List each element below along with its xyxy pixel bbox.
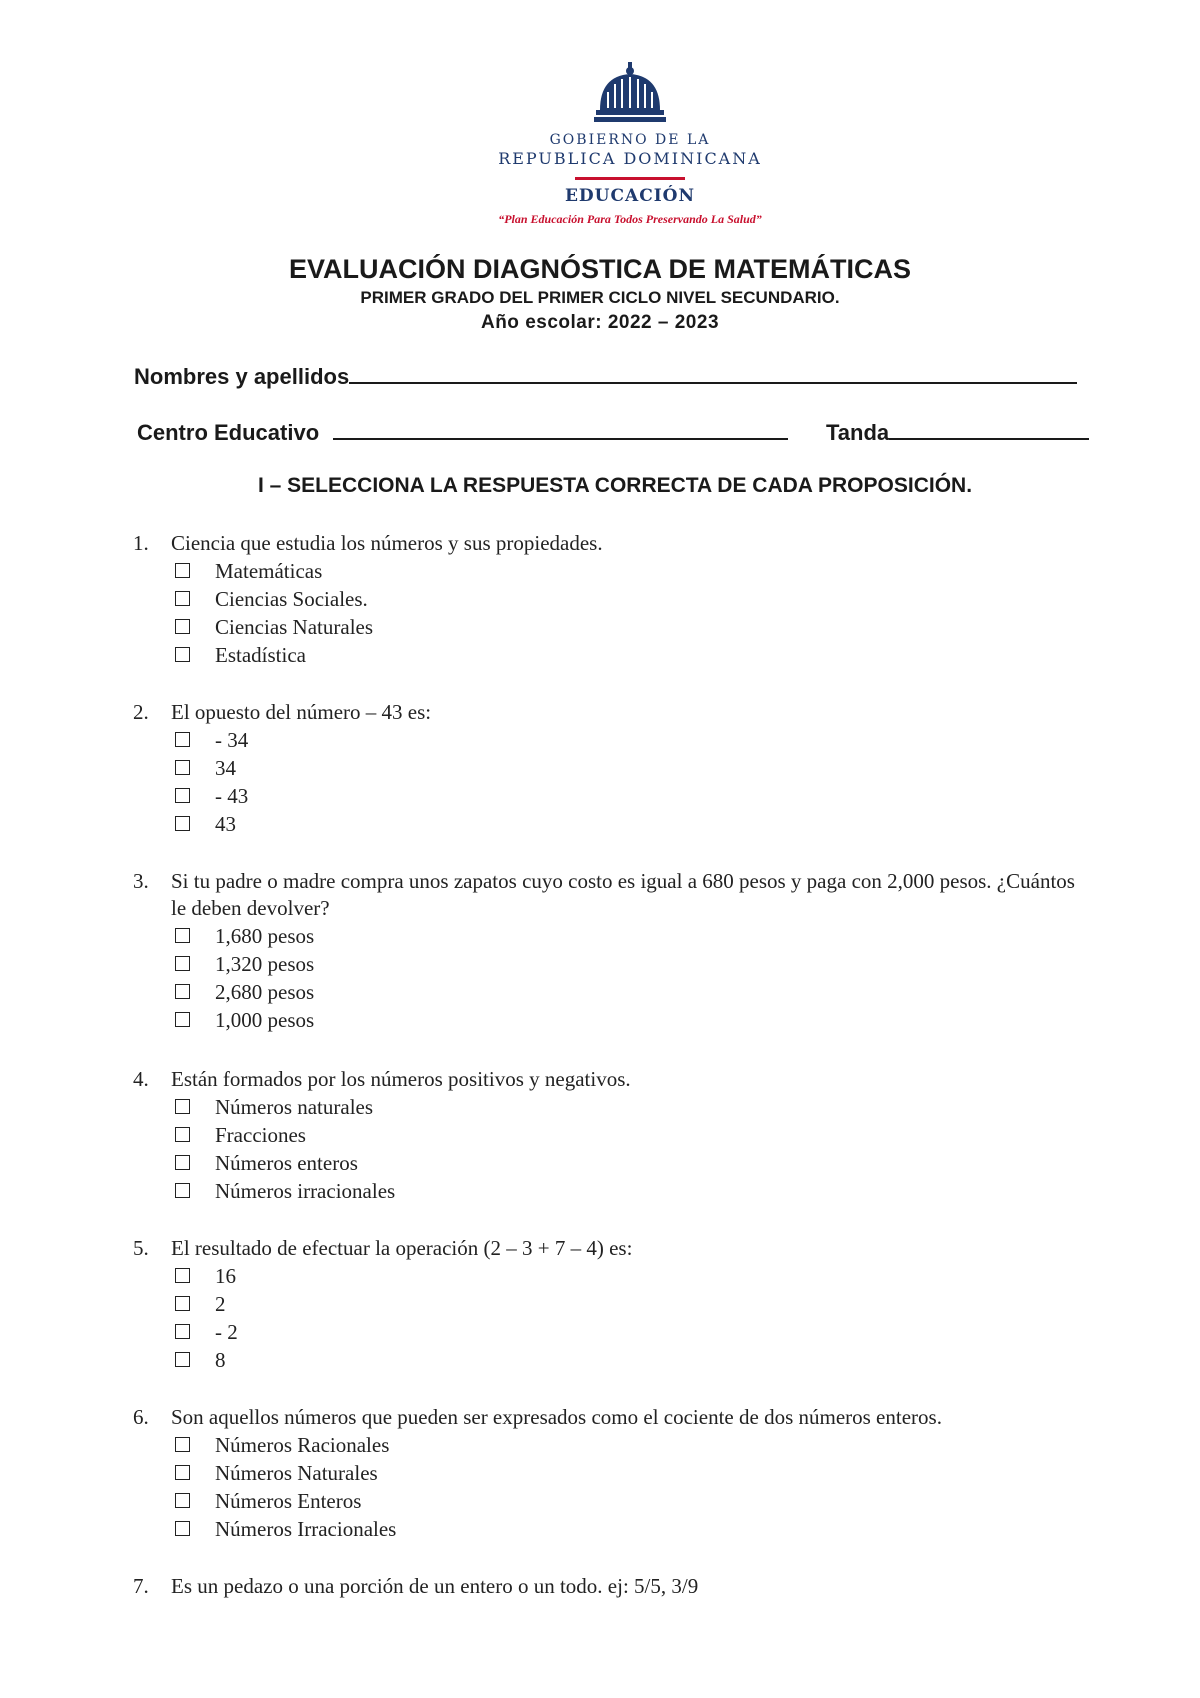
option[interactable] xyxy=(133,726,1093,754)
question-stem xyxy=(133,1573,1093,1600)
question-number: 1. xyxy=(133,531,149,555)
checkbox[interactable] xyxy=(175,591,190,606)
checkbox[interactable] xyxy=(175,1012,190,1027)
option-label: - 43 xyxy=(215,784,249,808)
exam-subtitle: PRIMER GRADO DEL PRIMER CICLO NIVEL SECUNDARIO. xyxy=(360,288,840,307)
option[interactable] xyxy=(133,1515,1093,1543)
option[interactable] xyxy=(133,1431,1093,1459)
question-1 xyxy=(133,530,1093,669)
option-label: Números naturales xyxy=(215,1095,374,1119)
checkbox[interactable] xyxy=(175,1521,190,1536)
school-field-label: Centro Educativo xyxy=(137,420,320,445)
option-label: 1,000 pesos xyxy=(215,1008,315,1032)
checkbox[interactable] xyxy=(175,984,190,999)
exam-title: EVALUACIÓN DIAGNÓSTICA DE MATEMÁTICAS xyxy=(289,254,911,284)
logo-divider xyxy=(575,177,685,180)
option[interactable] xyxy=(133,1318,1093,1346)
checkbox[interactable] xyxy=(175,1437,190,1452)
option[interactable] xyxy=(133,782,1093,810)
ministry-logo xyxy=(470,62,790,232)
school-year: Año escolar: 2022 – 2023 xyxy=(480,312,720,333)
option[interactable] xyxy=(133,613,1093,641)
name-field-label: Nombres y apellidos xyxy=(134,364,350,389)
question-number: 5. xyxy=(133,1236,149,1260)
option-label: Números Racionales xyxy=(215,1433,390,1457)
logo-educacion-text: EDUCACIÓN xyxy=(564,186,696,206)
question-text: Es un pedazo o una porción de un entero o un todo. ej: 5/5, 3/9 xyxy=(171,1574,699,1598)
tanda-field-line[interactable] xyxy=(889,418,1089,440)
question-6 xyxy=(133,1404,1093,1543)
question-text: El resultado de efectuar la operación (2 – 3 + 7 – 4) es: xyxy=(171,1236,633,1260)
option-label: 16 xyxy=(215,1264,236,1288)
question-stem xyxy=(133,1066,1093,1093)
question-2 xyxy=(133,699,1093,838)
checkbox[interactable] xyxy=(175,732,190,747)
option[interactable] xyxy=(133,1177,1093,1205)
option[interactable] xyxy=(133,641,1093,669)
option-label: Números enteros xyxy=(215,1151,358,1175)
question-stem xyxy=(133,1235,1093,1262)
question-5 xyxy=(133,1235,1093,1374)
question-text: El opuesto del número – 43 es: xyxy=(171,700,432,724)
option-label: 1,320 pesos xyxy=(215,952,315,976)
option[interactable] xyxy=(133,1093,1093,1121)
option-label: 1,680 pesos xyxy=(215,924,315,948)
option[interactable] xyxy=(133,585,1093,613)
option[interactable] xyxy=(133,1149,1093,1177)
checkbox[interactable] xyxy=(175,956,190,971)
question-number: 7. xyxy=(133,1574,149,1598)
option-label: Estadística xyxy=(215,643,306,667)
option-label: Matemáticas xyxy=(215,559,323,583)
option-label: Fracciones xyxy=(215,1123,306,1147)
option-label: 43 xyxy=(215,812,236,836)
checkbox[interactable] xyxy=(175,788,190,803)
option-label: Números Naturales xyxy=(215,1461,378,1485)
name-field-line[interactable] xyxy=(349,362,1077,384)
option[interactable] xyxy=(133,1487,1093,1515)
option[interactable] xyxy=(133,1006,1093,1034)
checkbox[interactable] xyxy=(175,1127,190,1142)
question-3 xyxy=(133,868,1093,1034)
option-label: 8 xyxy=(215,1348,226,1372)
checkbox[interactable] xyxy=(175,563,190,578)
checkbox[interactable] xyxy=(175,928,190,943)
name-field xyxy=(134,362,1077,390)
option[interactable] xyxy=(133,978,1093,1006)
tanda-field-label: Tanda xyxy=(826,420,890,445)
question-number: 2. xyxy=(133,700,149,724)
option-label: Números Irracionales xyxy=(215,1517,397,1541)
option[interactable] xyxy=(133,754,1093,782)
school-field-line[interactable] xyxy=(333,418,788,440)
question-4 xyxy=(133,1066,1093,1205)
question-number: 4. xyxy=(133,1067,149,1091)
checkbox[interactable] xyxy=(175,1493,190,1508)
checkbox[interactable] xyxy=(175,1268,190,1283)
question-text: Si tu padre o madre compra unos zapatos cuyo costo es igual a 680 pesos y paga con 2,000 pesos. ¿Cuántos le deben devolver? xyxy=(171,869,1075,920)
logo-motto: “Plan Educación Para Todos Preservando La Salud” xyxy=(498,212,762,226)
option[interactable] xyxy=(133,810,1093,838)
logo-republica-text: REPUBLICA DOMINICANA xyxy=(498,149,762,168)
option-label: Ciencias Sociales. xyxy=(215,587,368,611)
question-stem xyxy=(133,1404,1093,1431)
checkbox[interactable] xyxy=(175,1465,190,1480)
option-label: 2,680 pesos xyxy=(215,980,315,1004)
checkbox[interactable] xyxy=(175,816,190,831)
option-label: - 34 xyxy=(215,728,249,752)
option-label: 2 xyxy=(215,1292,226,1316)
option[interactable] xyxy=(133,1121,1093,1149)
option[interactable] xyxy=(133,557,1093,585)
option-label: 34 xyxy=(215,756,236,780)
logo-gobierno-text: GOBIERNO DE LA xyxy=(549,132,711,148)
option[interactable] xyxy=(133,1346,1093,1374)
checkbox[interactable] xyxy=(175,1324,190,1339)
question-stem xyxy=(133,530,1093,557)
checkbox[interactable] xyxy=(175,647,190,662)
checkbox[interactable] xyxy=(175,760,190,775)
question-stem xyxy=(133,699,1093,726)
school-field xyxy=(137,418,788,446)
question-number: 3. xyxy=(133,869,149,893)
option-label: - 2 xyxy=(215,1320,238,1344)
checkbox[interactable] xyxy=(175,619,190,634)
checkbox[interactable] xyxy=(175,1352,190,1367)
question-text: Están formados por los números positivos y negativos. xyxy=(171,1067,631,1091)
option[interactable] xyxy=(133,1262,1093,1290)
tanda-field xyxy=(826,418,1089,446)
question-7 xyxy=(133,1573,1093,1600)
capitol-dome-icon xyxy=(594,62,666,126)
option-label: Ciencias Naturales xyxy=(215,615,374,639)
section-title: I – SELECCIONA LA RESPUESTA CORRECTA DE CADA PROPOSICIÓN. xyxy=(257,474,973,497)
checkbox[interactable] xyxy=(175,1099,190,1114)
option[interactable] xyxy=(133,922,1093,950)
question-text: Ciencia que estudia los números y sus propiedades. xyxy=(171,531,603,555)
question-number: 6. xyxy=(133,1405,149,1429)
option[interactable] xyxy=(133,1290,1093,1318)
question-stem xyxy=(133,868,1093,922)
checkbox[interactable] xyxy=(175,1155,190,1170)
option-label: Números Enteros xyxy=(215,1489,362,1513)
checkbox[interactable] xyxy=(175,1296,190,1311)
option-label: Números irracionales xyxy=(215,1179,396,1203)
checkbox[interactable] xyxy=(175,1183,190,1198)
option[interactable] xyxy=(133,1459,1093,1487)
question-text: Son aquellos números que pueden ser expresados como el cociente de dos números enteros. xyxy=(171,1405,942,1429)
option[interactable] xyxy=(133,950,1093,978)
